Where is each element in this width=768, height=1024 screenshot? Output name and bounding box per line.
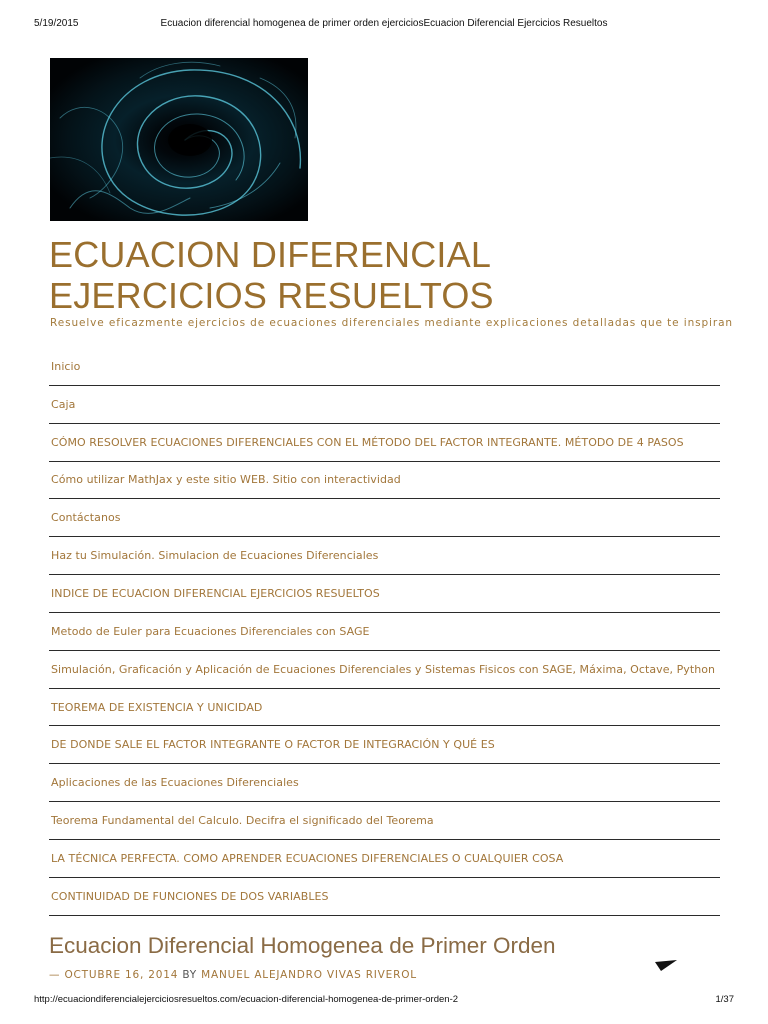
menu-item-label: Teorema Fundamental del Calculo. Decifra el significado del Teorema [51,814,434,828]
menu-item-tecnica-perfecta[interactable] [49,840,720,878]
menu-item-inicio[interactable] [49,348,720,386]
menu-item-indice[interactable] [49,575,720,613]
menu-item-label: Caja [51,397,76,411]
menu-item-contactanos[interactable] [49,499,720,537]
post-date-link[interactable]: OCTUBRE 16, 2014 [64,969,179,981]
menu-item-label: CONTINUIDAD DE FUNCIONES DE DOS VARIABLES [51,889,329,903]
menu-item-existencia-unicidad[interactable] [49,689,720,727]
menu-item-label: Simulación, Graficación y Aplicación de Ecuaciones Diferenciales y Sistemas Fisicos con SAGE, Máxima, Octave, Python [51,662,716,676]
menu-item-continuidad[interactable] [49,878,720,916]
menu-item-label: Aplicaciones de las Ecuaciones Diferenciales [51,776,299,790]
main-menu [49,348,720,916]
post-title[interactable]: Ecuacion Diferencial Homogenea de Primer Orden [49,933,556,958]
print-document-title: Ecuacion diferencial homogenea de primer orden ejerciciosEcuacion Diferencial Ejercicios Resueltos [160,18,608,29]
menu-item-label: LA TÉCNICA PERFECTA. COMO APRENDER ECUACIONES DIFERENCIALES O CUALQUIER COSA [51,851,564,865]
arrow-icon[interactable] [655,960,677,972]
menu-item-label: INDICE DE ECUACION DIFERENCIAL EJERCICIOS RESUELTOS [51,586,380,600]
menu-item-label: Metodo de Euler para Ecuaciones Diferenciales con SAGE [51,624,370,638]
print-page-number: 1/37 [715,994,734,1005]
menu-item-label: CÓMO RESOLVER ECUACIONES DIFERENCIALES CON EL MÉTODO DEL FACTOR INTEGRANTE. MÉTODO DE 4 PASOS [51,435,684,449]
print-header [34,18,734,32]
post-by-label: BY [178,969,202,981]
menu-item-teorema-fundamental[interactable] [49,802,720,840]
menu-item-simulacion[interactable] [49,537,720,575]
site-tagline: Resuelve eficazmente ejercicios de ecuaciones diferenciales mediante explicaciones detalladas que te inspiran [50,317,733,329]
menu-item-label: Contáctanos [51,511,121,525]
site-title-line-2: EJERCICIOS RESUELTOS [49,275,494,316]
menu-item-label: TEOREMA DE EXISTENCIA Y UNICIDAD [51,700,263,714]
post-author-link[interactable]: MANUEL ALEJANDRO VIVAS RIVEROL [201,969,417,981]
menu-item-mathjax[interactable] [49,462,720,500]
print-date: 5/19/2015 [34,18,79,29]
menu-item-sistemas-fisicos[interactable] [49,651,720,689]
post-meta [49,969,417,981]
menu-item-label: Inicio [51,359,81,373]
menu-item-label: DE DONDE SALE EL FACTOR INTEGRANTE O FACTOR DE INTEGRACIÓN Y QUÉ ES [51,738,495,752]
print-footer [34,994,734,1008]
menu-item-origen-factor[interactable] [49,726,720,764]
site-title-line-1: ECUACION DIFERENCIAL [49,234,492,275]
menu-item-label: Cómo utilizar MathJax y este sitio WEB. Sitio con interactividad [51,473,401,487]
menu-item-caja[interactable] [49,386,720,424]
menu-item-aplicaciones[interactable] [49,764,720,802]
menu-item-label: Haz tu Simulación. Simulacion de Ecuaciones Diferenciales [51,549,379,563]
menu-item-factor-integrante[interactable] [49,424,720,462]
print-url: http://ecuaciondiferencialejerciciosresueltos.com/ecuacion-diferencial-homogenea-de-primer-orden-2 [34,994,459,1005]
header-image [50,58,308,221]
menu-item-euler-sage[interactable] [49,613,720,651]
site-title[interactable] [49,234,729,316]
post-date-prefix: — [49,969,65,981]
fractal-spiral-image [50,58,308,221]
